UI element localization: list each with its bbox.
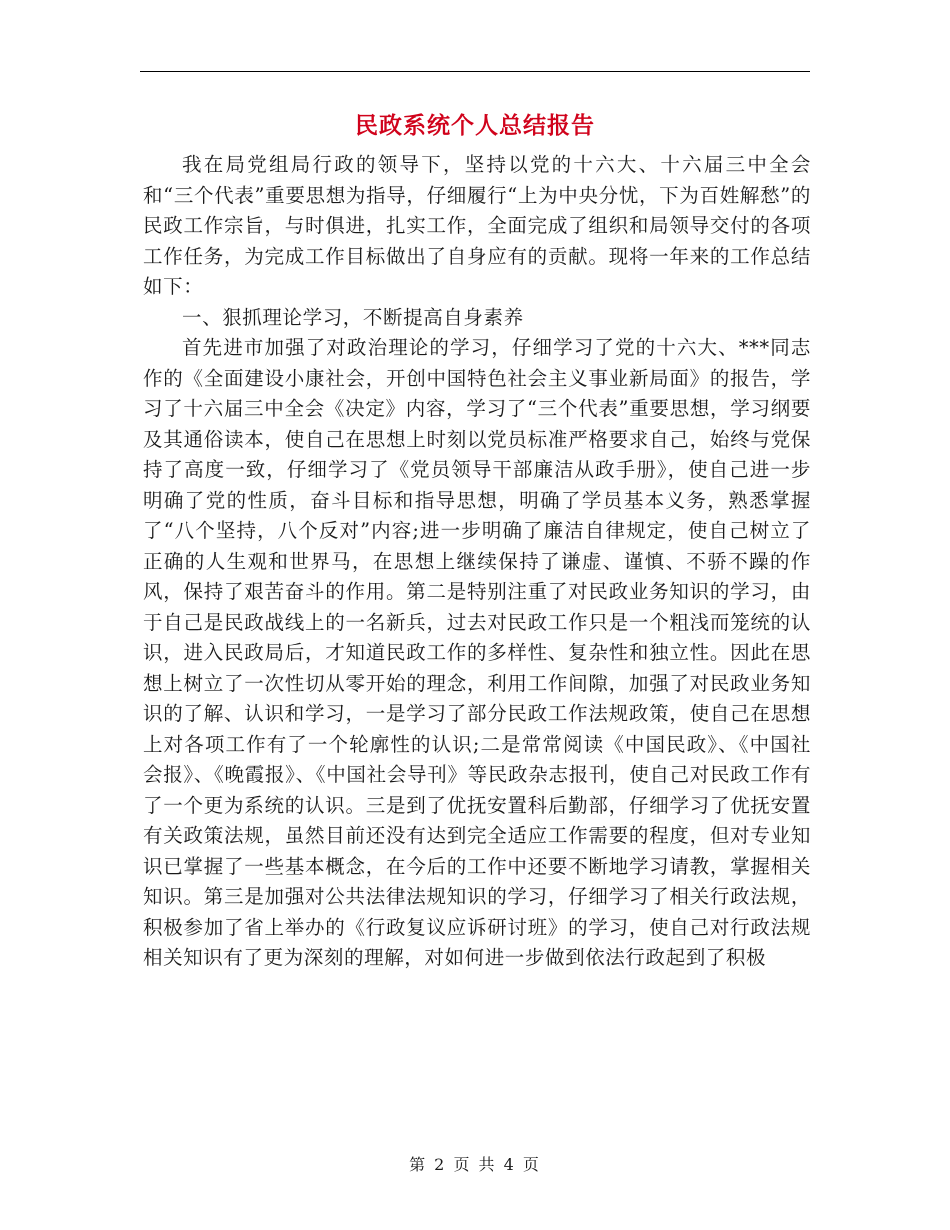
page-number: 第 2 页 共 4 页 — [409, 1155, 541, 1174]
intro-paragraph: 我在局党组局行政的领导下，坚持以党的十六大、十六届三中全会和“三个代表”重要思想为指导，仔细履行“上为中央分忧，下为百姓解愁”的民政工作宗旨，与时俱进，扎实工作，全面完成了组织和局领导交付的各项工作任务，为完成工作目标做出了自身应有的贡献。现将一年来的工作总结如下： — [143, 153, 811, 298]
document-body — [143, 150, 811, 974]
body-paragraph: 首先进市加强了对政治理论的学习，仔细学习了党的十六大、***同志作的《全面建设小康社会，开创中国特色社会主义事业新局面》的报告，学习了十六届三中全会《决定》内容，学习了“三个代表”重要思想，学习纲要及其通俗读本，使自己在思想上时刻以党员标准严格要求自己，始终与党保持了高度一致，仔细学习了《党员领导干部廉洁从政手册》，使自己进一步明确了党的性质，奋斗目标和指导思想，明确了学员基本义务，熟悉掌握了“八个坚持，八个反对”内容;进一步明确了廉洁自律规定，使自己树立了正确的人生观和世界马，在思想上继续保持了谦虚、谨慎、不骄不躁的作风，保持了艰苦奋斗的作用。第二是特别注重了对民政业务知识的学习，由于自己是民政战线上的一名新兵，过去对民政工作只是一个粗浅而笼统的认识，进入民政局后，才知道民政工作的多样性、复杂性和独立性。因此在思想上树立了一次性切从零开始的理念，利用工作间隙，加强了对民政业务知识的了解、认识和学习，一是学习了部分民政工作法规政策，使自己在思想上对各项工作有了一个轮廓性的认识;二是常常阅读《中国民政》、《中国社会报》、《晚霞报》、《中国社会导刊》等民政杂志报刊，使自己对民政工作有了一个更为系统的认识。三是到了优抚安置科后勤部，仔细学习了优抚安置有关政策法规，虽然目前还没有达到完全适应工作需要的程度，但对专业知识已掌握了一些基本概念，在今后的工作中还要不断地学习请教，掌握相关知识。第三是加强对公共法律法规知识的学习，仔细学习了相关行政法规，积极参加了省上举办的《行政复议应诉研讨班》的学习，使自己对行政法规相关知识有了更为深刻的理解，对如何进一步做到依法行政起到了积极 — [143, 336, 811, 969]
section-heading: 一、狠抓理论学习，不断提高自身素养 — [182, 305, 524, 329]
header-rule — [140, 71, 810, 72]
document-title: 民政系统个人总结报告 — [355, 112, 595, 139]
